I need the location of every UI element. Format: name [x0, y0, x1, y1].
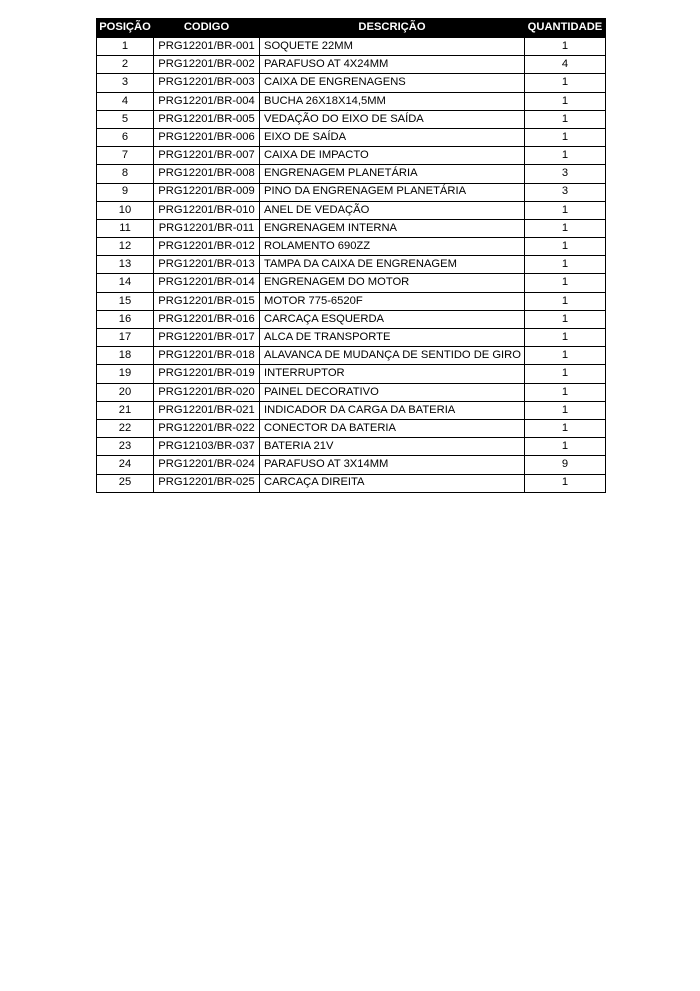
cell-code: PRG12201/BR-018	[154, 347, 260, 365]
cell-position: 16	[97, 310, 154, 328]
header-row	[97, 19, 606, 38]
cell-description: CAIXA DE IMPACTO	[260, 147, 525, 165]
cell-code: PRG12201/BR-013	[154, 256, 260, 274]
cell-code: PRG12201/BR-002	[154, 56, 260, 74]
cell-code: PRG12201/BR-007	[154, 147, 260, 165]
cell-quantity: 1	[524, 347, 605, 365]
cell-quantity: 1	[524, 238, 605, 256]
cell-description: EIXO DE SAÍDA	[260, 128, 525, 146]
cell-description: VEDAÇÃO DO EIXO DE SAÍDA	[260, 110, 525, 128]
cell-description: PAINEL DECORATIVO	[260, 383, 525, 401]
cell-description: INDICADOR DA CARGA DA BATERIA	[260, 401, 525, 419]
cell-quantity: 1	[524, 292, 605, 310]
cell-code: PRG12201/BR-021	[154, 401, 260, 419]
table-row	[97, 183, 606, 201]
table-row	[97, 383, 606, 401]
cell-position: 18	[97, 347, 154, 365]
cell-code: PRG12201/BR-014	[154, 274, 260, 292]
cell-quantity: 1	[524, 365, 605, 383]
cell-position: 19	[97, 365, 154, 383]
cell-description: ROLAMENTO 690ZZ	[260, 238, 525, 256]
cell-position: 20	[97, 383, 154, 401]
cell-description: PARAFUSO AT 3X14MM	[260, 456, 525, 474]
cell-code: PRG12201/BR-009	[154, 183, 260, 201]
cell-position: 14	[97, 274, 154, 292]
table-row	[97, 274, 606, 292]
parts-table-body	[97, 38, 606, 493]
cell-position: 22	[97, 419, 154, 437]
cell-quantity: 1	[524, 38, 605, 56]
cell-quantity: 1	[524, 474, 605, 492]
cell-quantity: 1	[524, 329, 605, 347]
cell-position: 12	[97, 238, 154, 256]
cell-position: 13	[97, 256, 154, 274]
cell-position: 23	[97, 438, 154, 456]
cell-quantity: 1	[524, 310, 605, 328]
table-row	[97, 165, 606, 183]
cell-position: 9	[97, 183, 154, 201]
cell-description: ANEL DE VEDAÇÃO	[260, 201, 525, 219]
cell-position: 11	[97, 219, 154, 237]
cell-quantity: 1	[524, 256, 605, 274]
cell-code: PRG12201/BR-005	[154, 110, 260, 128]
column-header-quantity: QUANTIDADE	[524, 19, 605, 38]
table-row	[97, 256, 606, 274]
cell-description: CARCAÇA ESQUERDA	[260, 310, 525, 328]
table-row	[97, 310, 606, 328]
table-row	[97, 74, 606, 92]
table-row	[97, 147, 606, 165]
cell-description: BUCHA 26X18X14,5MM	[260, 92, 525, 110]
cell-position: 5	[97, 110, 154, 128]
cell-code: PRG12201/BR-019	[154, 365, 260, 383]
cell-quantity: 1	[524, 383, 605, 401]
table-row	[97, 110, 606, 128]
cell-position: 21	[97, 401, 154, 419]
table-row	[97, 238, 606, 256]
cell-quantity: 1	[524, 92, 605, 110]
cell-code: PRG12201/BR-020	[154, 383, 260, 401]
parts-list-sheet	[96, 18, 606, 493]
cell-description: CONECTOR DA BATERIA	[260, 419, 525, 437]
table-row	[97, 419, 606, 437]
cell-description: PARAFUSO AT 4X24MM	[260, 56, 525, 74]
cell-position: 15	[97, 292, 154, 310]
cell-position: 2	[97, 56, 154, 74]
parts-table-header	[97, 19, 606, 38]
cell-position: 8	[97, 165, 154, 183]
table-row	[97, 401, 606, 419]
cell-code: PRG12201/BR-016	[154, 310, 260, 328]
cell-quantity: 1	[524, 219, 605, 237]
cell-position: 4	[97, 92, 154, 110]
cell-position: 25	[97, 474, 154, 492]
table-row	[97, 474, 606, 492]
table-row	[97, 456, 606, 474]
cell-description: ALCA DE TRANSPORTE	[260, 329, 525, 347]
cell-quantity: 1	[524, 110, 605, 128]
table-row	[97, 92, 606, 110]
column-header-position: POSIÇÃO	[97, 19, 154, 38]
cell-code: PRG12201/BR-025	[154, 474, 260, 492]
cell-position: 10	[97, 201, 154, 219]
cell-code: PRG12201/BR-024	[154, 456, 260, 474]
cell-description: ALAVANCA DE MUDANÇA DE SENTIDO DE GIRO	[260, 347, 525, 365]
table-row	[97, 38, 606, 56]
table-row	[97, 329, 606, 347]
cell-position: 24	[97, 456, 154, 474]
table-row	[97, 365, 606, 383]
table-row	[97, 219, 606, 237]
cell-description: INTERRUPTOR	[260, 365, 525, 383]
column-header-description: DESCRIÇÃO	[260, 19, 525, 38]
cell-description: SOQUETE 22MM	[260, 38, 525, 56]
table-row	[97, 201, 606, 219]
cell-position: 17	[97, 329, 154, 347]
table-row	[97, 347, 606, 365]
cell-description: BATERIA 21V	[260, 438, 525, 456]
table-row	[97, 56, 606, 74]
table-row	[97, 128, 606, 146]
cell-code: PRG12201/BR-015	[154, 292, 260, 310]
cell-quantity: 3	[524, 183, 605, 201]
cell-quantity: 1	[524, 74, 605, 92]
cell-description: ENGRENAGEM INTERNA	[260, 219, 525, 237]
cell-code: PRG12201/BR-012	[154, 238, 260, 256]
cell-quantity: 4	[524, 56, 605, 74]
cell-code: PRG12201/BR-006	[154, 128, 260, 146]
cell-quantity: 1	[524, 438, 605, 456]
cell-position: 3	[97, 74, 154, 92]
cell-quantity: 1	[524, 274, 605, 292]
cell-description: PINO DA ENGRENAGEM PLANETÁRIA	[260, 183, 525, 201]
cell-code: PRG12201/BR-003	[154, 74, 260, 92]
table-row	[97, 292, 606, 310]
cell-description: ENGRENAGEM DO MOTOR	[260, 274, 525, 292]
cell-code: PRG12201/BR-011	[154, 219, 260, 237]
cell-quantity: 1	[524, 201, 605, 219]
cell-quantity: 1	[524, 419, 605, 437]
cell-code: PRG12201/BR-004	[154, 92, 260, 110]
cell-quantity: 9	[524, 456, 605, 474]
cell-quantity: 1	[524, 401, 605, 419]
cell-position: 1	[97, 38, 154, 56]
cell-code: PRG12201/BR-017	[154, 329, 260, 347]
cell-quantity: 1	[524, 147, 605, 165]
cell-quantity: 1	[524, 128, 605, 146]
cell-position: 7	[97, 147, 154, 165]
cell-description: ENGRENAGEM PLANETÁRIA	[260, 165, 525, 183]
cell-code: PRG12201/BR-022	[154, 419, 260, 437]
table-row	[97, 438, 606, 456]
cell-description: MOTOR 775-6520F	[260, 292, 525, 310]
cell-quantity: 3	[524, 165, 605, 183]
cell-description: TAMPA DA CAIXA DE ENGRENAGEM	[260, 256, 525, 274]
cell-code: PRG12103/BR-037	[154, 438, 260, 456]
column-header-code: CODIGO	[154, 19, 260, 38]
cell-description: CAIXA DE ENGRENAGENS	[260, 74, 525, 92]
cell-code: PRG12201/BR-010	[154, 201, 260, 219]
cell-position: 6	[97, 128, 154, 146]
cell-description: CARCAÇA DIREITA	[260, 474, 525, 492]
cell-code: PRG12201/BR-001	[154, 38, 260, 56]
parts-table	[96, 18, 606, 493]
cell-code: PRG12201/BR-008	[154, 165, 260, 183]
